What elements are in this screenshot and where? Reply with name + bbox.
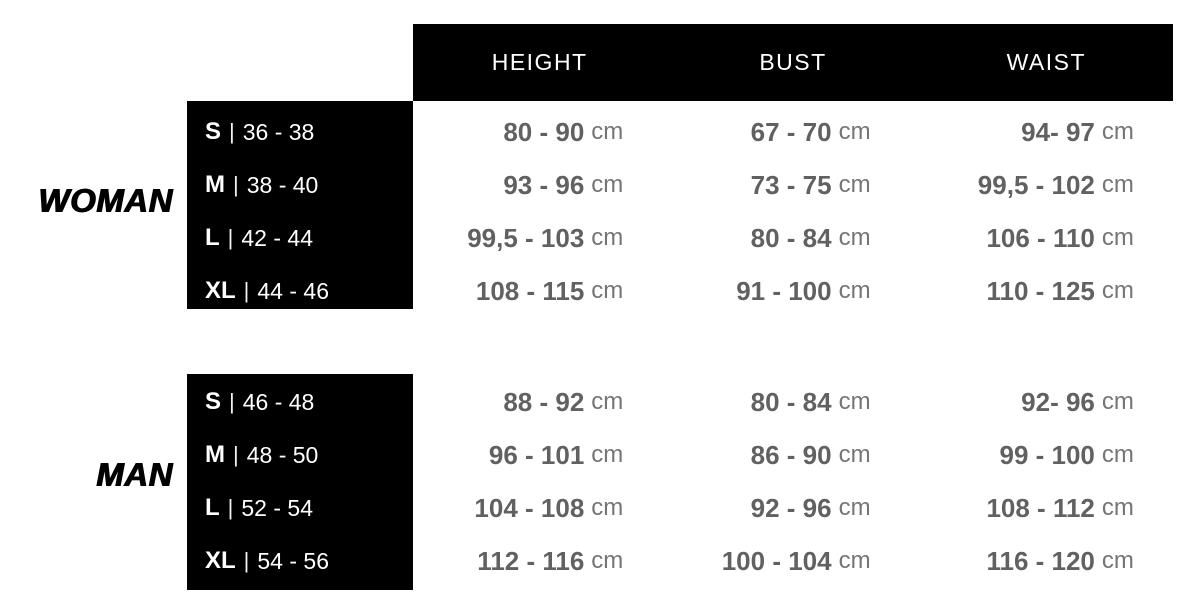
unit-label: cm bbox=[1101, 118, 1134, 145]
height-value: 112 - 116 cm bbox=[477, 545, 624, 576]
height-value: 80 - 90 cm bbox=[503, 116, 624, 147]
bust-value: 91 - 100 cm bbox=[736, 275, 871, 306]
size-range: 38 - 40 bbox=[246, 171, 319, 198]
waist-value: 99 - 100 cm bbox=[999, 439, 1134, 470]
height-value: 104 - 108 cm bbox=[474, 492, 624, 523]
pipe-separator: | bbox=[229, 389, 235, 414]
man-size-row-m bbox=[187, 429, 413, 481]
waist-value: 108 - 112 cm bbox=[986, 492, 1134, 523]
unit-label: cm bbox=[838, 224, 871, 251]
man-values-row-m bbox=[413, 429, 1173, 481]
size-letter: L bbox=[205, 224, 220, 251]
height-value: 99,5 - 103 cm bbox=[467, 222, 624, 253]
unit-label: cm bbox=[591, 494, 624, 521]
waist-value: 106 - 110 cm bbox=[986, 222, 1134, 253]
bust-value: 92 - 96 cm bbox=[750, 492, 871, 523]
waist-value: 99,5 - 102 cm bbox=[977, 169, 1134, 200]
man-size-row-xl bbox=[187, 535, 413, 587]
size-range: 52 - 54 bbox=[241, 494, 313, 521]
man-values-row-s bbox=[413, 376, 1173, 428]
woman-values-row-l bbox=[413, 212, 1173, 264]
height-value: 96 - 101 cm bbox=[488, 439, 624, 470]
man-values-row-xl bbox=[413, 535, 1173, 587]
man-values-row-l bbox=[413, 482, 1173, 534]
bust-value: 67 - 70 cm bbox=[750, 116, 871, 147]
woman-values-row-s bbox=[413, 106, 1173, 158]
size-letter: S bbox=[205, 118, 222, 145]
bust-value: 80 - 84 cm bbox=[750, 386, 871, 417]
unit-label: cm bbox=[1101, 224, 1134, 251]
size-range: 54 - 56 bbox=[257, 547, 329, 574]
pipe-separator: | bbox=[227, 495, 234, 520]
header-waist: WAIST bbox=[1006, 49, 1087, 75]
unit-label: cm bbox=[1101, 494, 1134, 521]
woman-size-row-m bbox=[187, 159, 413, 211]
unit-label: cm bbox=[591, 277, 624, 304]
man-label: MAN bbox=[96, 456, 173, 493]
bust-value: 100 - 104 cm bbox=[721, 545, 871, 576]
unit-label: cm bbox=[1101, 388, 1134, 415]
size-range: 46 - 48 bbox=[242, 388, 315, 415]
unit-label: cm bbox=[838, 388, 871, 415]
man-size-row-l bbox=[187, 482, 413, 534]
man-size-row-s bbox=[187, 376, 413, 428]
woman-size-row-s bbox=[187, 106, 413, 158]
measurement-header-bar bbox=[413, 24, 1173, 101]
size-letter: XL bbox=[205, 547, 236, 574]
size-letter: M bbox=[205, 441, 225, 468]
unit-label: cm bbox=[838, 547, 871, 574]
size-letter: S bbox=[205, 388, 222, 415]
woman-values-row-m bbox=[413, 159, 1173, 211]
unit-label: cm bbox=[591, 171, 624, 198]
unit-label: cm bbox=[591, 118, 624, 145]
pipe-separator: | bbox=[227, 225, 234, 250]
size-range: 42 - 44 bbox=[241, 224, 313, 251]
waist-value: 110 - 125 cm bbox=[986, 275, 1134, 306]
unit-label: cm bbox=[1101, 171, 1134, 198]
height-value: 93 - 96 cm bbox=[503, 169, 624, 200]
waist-value: 94- 97 cm bbox=[1021, 116, 1134, 147]
woman-size-row-xl bbox=[187, 265, 413, 317]
pipe-separator: | bbox=[233, 442, 239, 467]
unit-label: cm bbox=[838, 118, 871, 145]
unit-label: cm bbox=[591, 224, 624, 251]
size-range: 44 - 46 bbox=[257, 277, 329, 304]
unit-label: cm bbox=[838, 441, 871, 468]
woman-label: WOMAN bbox=[38, 182, 173, 219]
bust-value: 80 - 84 cm bbox=[750, 222, 871, 253]
pipe-separator: | bbox=[233, 172, 239, 197]
unit-label: cm bbox=[838, 494, 871, 521]
woman-size-row-l bbox=[187, 212, 413, 264]
unit-label: cm bbox=[1101, 277, 1134, 304]
waist-value: 116 - 120 cm bbox=[986, 545, 1134, 576]
unit-label: cm bbox=[838, 277, 871, 304]
size-letter: XL bbox=[205, 277, 236, 304]
waist-value: 92- 96 cm bbox=[1021, 386, 1134, 417]
header-height: HEIGHT bbox=[491, 49, 588, 75]
size-range: 36 - 38 bbox=[242, 118, 315, 145]
pipe-separator: | bbox=[243, 278, 250, 303]
size-letter: M bbox=[205, 171, 225, 198]
unit-label: cm bbox=[591, 441, 624, 468]
unit-label: cm bbox=[838, 171, 871, 198]
height-value: 88 - 92 cm bbox=[503, 386, 624, 417]
pipe-separator: | bbox=[229, 119, 235, 144]
unit-label: cm bbox=[1101, 441, 1134, 468]
bust-value: 73 - 75 cm bbox=[750, 169, 871, 200]
unit-label: cm bbox=[1101, 547, 1134, 574]
unit-label: cm bbox=[591, 547, 624, 574]
unit-label: cm bbox=[591, 388, 624, 415]
size-range: 48 - 50 bbox=[246, 441, 319, 468]
height-value: 108 - 115 cm bbox=[475, 275, 624, 306]
bust-value: 86 - 90 cm bbox=[750, 439, 871, 470]
size-letter: L bbox=[205, 494, 220, 521]
pipe-separator: | bbox=[243, 548, 250, 573]
woman-values-row-xl bbox=[413, 265, 1173, 317]
header-bust: BUST bbox=[759, 49, 827, 75]
